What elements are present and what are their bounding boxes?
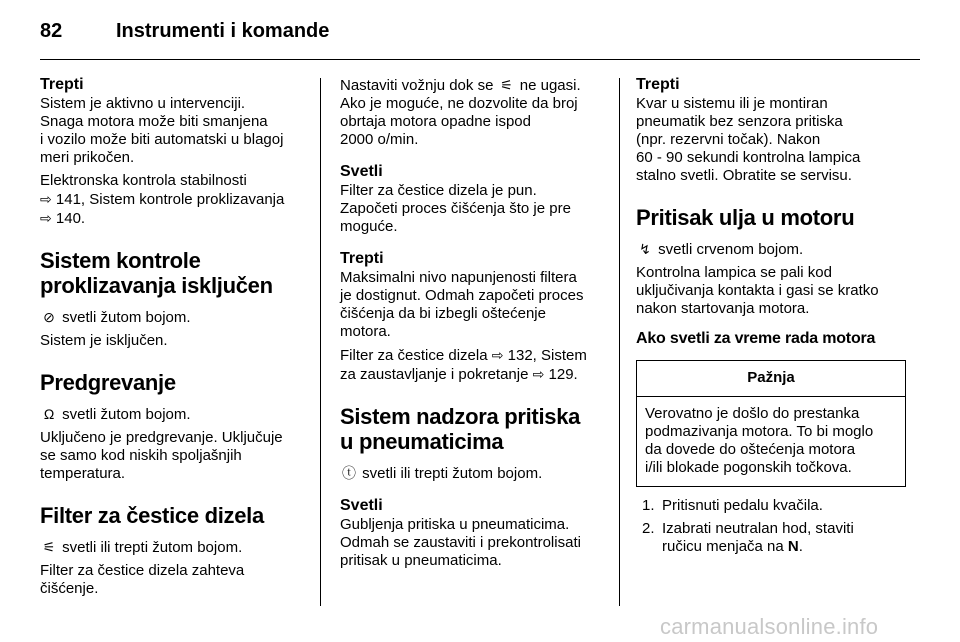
tpms-svetli-text: Gubljenja pritiska u pneumaticima. Odmah se zaustaviti i prekontrolisati pritisak u pneumaticima. (340, 516, 581, 569)
warning-box (636, 360, 906, 487)
column-3: Trepti Kvar u sistemu ili je montiran pneumatik bez senzora pritiska (npr. rezervni točak). Nakon 60 - 90 sekundi kontrolna lampica stalno svetli. Obratite se servisu. Pritisak ulja u motoru ↯ svetli crvenom bojom. Kontrolna lampica se pali kod uključivanja kontakta i gasi se kratko nakon startovanja motora. Ako svetli za vreme rada motora Pažnja Verovatno je došlo do prestanka podmazivanja motora. To bi moglo da dovede do oštećenja motora i/ili blokade pogonskih točkova. 1. Pritisnuti pedalu kvačila. 2. Izabrati neutralan hod, staviti ručicu menjača na N. (636, 76, 906, 561)
continue-driving-text: Nastaviti vožnju dok se ⚟ ne ugasi. Ako je moguće, ne dozvolite da broj obrtaja motora opadne ispod 2000 o/min. (340, 77, 581, 148)
tire-pressure-icon: ⓣ (342, 465, 356, 481)
arrow-icon: ⇨ (491, 347, 504, 363)
trepti-heading: Trepti (40, 76, 84, 93)
trepti-text: Maksimalni nivo napunjenosti filtera je dostignut. Odmah započeti proces čišćenja da bi izbegli oštećenje motora. (340, 269, 584, 340)
steps-list (636, 497, 906, 556)
column-1: Trepti Sistem je aktivno u intervenciji. Snaga motora može biti smanjena i vozilo može biti automatski u blagoj meri prikočen. Elektronska kontrola stabilnosti ⇨ 141, Sistem kontrole proklizavanja ⇨ 140. Sistem kontrole proklizavanja isključen ⊘ svetli žutom bojom. Sistem je isključen. Predgrevanje Ω svetli žutom bojom. Uključeno je predgrevanje. Uključuje se samo kod niskih spoljašnjih temperatura. Filter za čestice dizela ⚟ svetli ili trepti žutom bojom. Filter za čestice dizela zahteva čišćenje. (40, 76, 312, 603)
traction-off-text: Sistem je isključen. (40, 332, 168, 349)
watermark: carmanualsonline.info (660, 614, 879, 639)
trepti-heading: Trepti (340, 250, 384, 267)
subsection-heading-running: Ako svetli za vreme rada motora (636, 330, 876, 347)
oil-pressure-icon: ↯ (639, 241, 651, 257)
filter-reference: Filter za čestice dizela ⇨ 132, Sistem za zaustavljanje i pokretanje ⇨ 129. (340, 347, 587, 383)
section-heading-preheat: Predgrevanje (40, 370, 176, 395)
trepti-text: Kvar u sistemu ili je montiran pneumatik bez senzora pritiska (npr. rezervni točak). Nakon 60 - 90 sekundi kontrolna lampica stalno svetli. Obratite se servisu. (636, 95, 861, 184)
svetli-text: Filter za čestice dizela je pun. Započeti proces čišćenja što je pre moguće. (340, 182, 571, 235)
page-number: 82 (40, 20, 63, 42)
arrow-icon: ⇨ (40, 210, 52, 226)
esc-reference: Elektronska kontrola stabilnosti ⇨ 141, Sistem kontrole proklizavanja ⇨ 140. (40, 172, 285, 227)
diesel-filter-text: Filter za čestice dizela zahteva čišćenje. (40, 562, 245, 597)
arrow-icon: ⇨ (40, 191, 52, 207)
diesel-filter-icon: ⚟ (42, 539, 56, 555)
preheat-text: Uključeno je predgrevanje. Uključuje se samo kod niskih spoljašnjih temperatura. (40, 429, 283, 482)
section-heading-oil-pressure: Pritisak ulja u motoru (636, 205, 855, 230)
header-rule (40, 59, 920, 60)
list-item: 1. Pritisnuti pedalu kvačila. (642, 497, 823, 514)
warning-text: Verovatno je došlo do prestanka podmazivanja motora. To bi moglo da dovede do oštećenja motora i/ili blokade pogonskih točkova. (645, 405, 874, 476)
column-divider-1 (320, 78, 321, 606)
page-title: Instrumenti i komande (116, 20, 330, 42)
arrow-icon: ⇨ (532, 366, 545, 382)
column-divider-2 (619, 78, 620, 606)
section-heading-traction-off: Sistem kontrole proklizavanja isključen (40, 248, 273, 298)
column-2: Nastaviti vožnju dok se ⚟ ne ugasi. Ako je moguće, ne dozvolite da broj obrtaja motora opadne ispod 2000 o/min. Svetli Filter za čestice dizela je pun. Započeti proces čišćenja što je pre moguće. Trepti Maksimalni nivo napunjenosti filtera je dostignut. Odmah započeti proces čišćenja da bi izbegli oštećenje motora. Filter za čestice dizela ⇨ 132, Sistem za zaustavljanje i pokretanje ⇨ 129. Sistem nadzora pritiska u pneumaticima ⓣ svetli ili trepti žutom bojom. Svetli Gubljenja pritiska u pneumaticima. Odmah se zaustaviti i prekontrolisati pritisak u pneumaticima. (340, 76, 610, 575)
svetli2-heading: Svetli (340, 497, 383, 514)
list-item: 2. Izabrati neutralan hod, staviti ručicu menjača na N. (642, 520, 854, 555)
glow-plug-icon: Ω (43, 406, 55, 422)
warning-title: Pažnja (637, 361, 905, 397)
traction-off-icon: ⊘ (43, 309, 55, 325)
diesel-filter-icon: ⚟ (500, 77, 513, 93)
trepti-heading: Trepti (636, 76, 680, 93)
trepti-text: Sistem je aktivno u intervenciji. Snaga motora može biti smanjena i vozilo može biti automatski u blagoj meri prikočen. (40, 95, 284, 166)
svetli-heading: Svetli (340, 163, 383, 180)
section-heading-tpms: Sistem nadzora pritiska u pneumaticima (340, 404, 581, 454)
section-heading-diesel-filter: Filter za čestice dizela (40, 503, 264, 528)
page-header (40, 20, 329, 43)
oil-pressure-text: Kontrolna lampica se pali kod uključivanja kontakta i gasi se kratko nakon startovanja motora. (636, 264, 879, 317)
